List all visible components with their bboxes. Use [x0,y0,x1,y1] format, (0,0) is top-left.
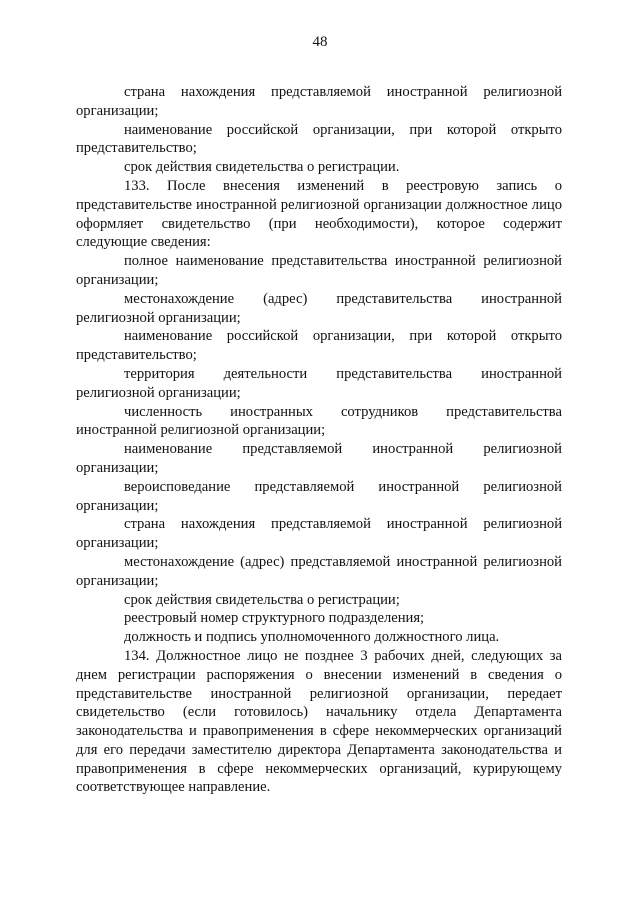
paragraph-item-133: 133. После внесения изменений в реестровую запись о представительстве иностранной религиозной организации должностное лицо оформляет свидетельство (при необходимости), которое содержит следующие сведения: [76,177,562,251]
document-body [76,83,562,797]
paragraph-country-2: страна нахождения представляемой иностранной религиозной организации; [76,516,562,552]
paragraph-country: страна нахождения представляемой иностранной религиозной организации; [76,84,562,119]
page-number: 48 [312,34,328,50]
paragraph-certificate-term-2: срок действия свидетельства о регистрации; [124,591,400,608]
paragraph-registry-number: реестровый номер структурного подразделения; [124,610,425,627]
paragraph-represented-name: наименование представляемой иностранной религиозной организации; [76,441,562,476]
paragraph-russian-organization: наименование российской организации, при которой открыто представительство; [76,121,562,157]
paragraph-russian-organization-2: наименование российской организации, при которой открыто представительство; [76,328,562,364]
paragraph-full-name: полное наименование представительства иностранной религиозной организации; [76,253,562,288]
paragraph-represented-location: местонахождение (адрес) представляемой иностранной религиозной организации; [76,553,562,589]
paragraph-religion: вероисповедание представляемой иностранной религиозной организации; [76,478,562,514]
paragraph-signature: должность и подпись уполномоченного должностного лица. [124,629,500,646]
paragraph-territory: территория деятельности представительства иностранной религиозной организации; [76,365,562,401]
paragraph-item-134: 134. Должностное лицо не позднее 3 рабочих дней, следующих за днем регистрации распоряжения о внесении изменений в сведения о представительстве иностранной религиозной организации, передает свидетельство (если готовилось) начальнику отдела Департамента законодательства и правоприменения в сфере некоммерческих организаций для его передачи заместителю директора Департамента законодательства и правоприменения в сфере некоммерческих организаций, курирующему соответствующее направление. [76,647,562,796]
paragraph-location: местонахождение (адрес) представительства иностранной религиозной организации; [76,290,562,326]
paragraph-staff-count: численность иностранных сотрудников представительства иностранной религиозной организации; [76,403,562,439]
paragraph-certificate-term: срок действия свидетельства о регистрации. [124,159,400,176]
